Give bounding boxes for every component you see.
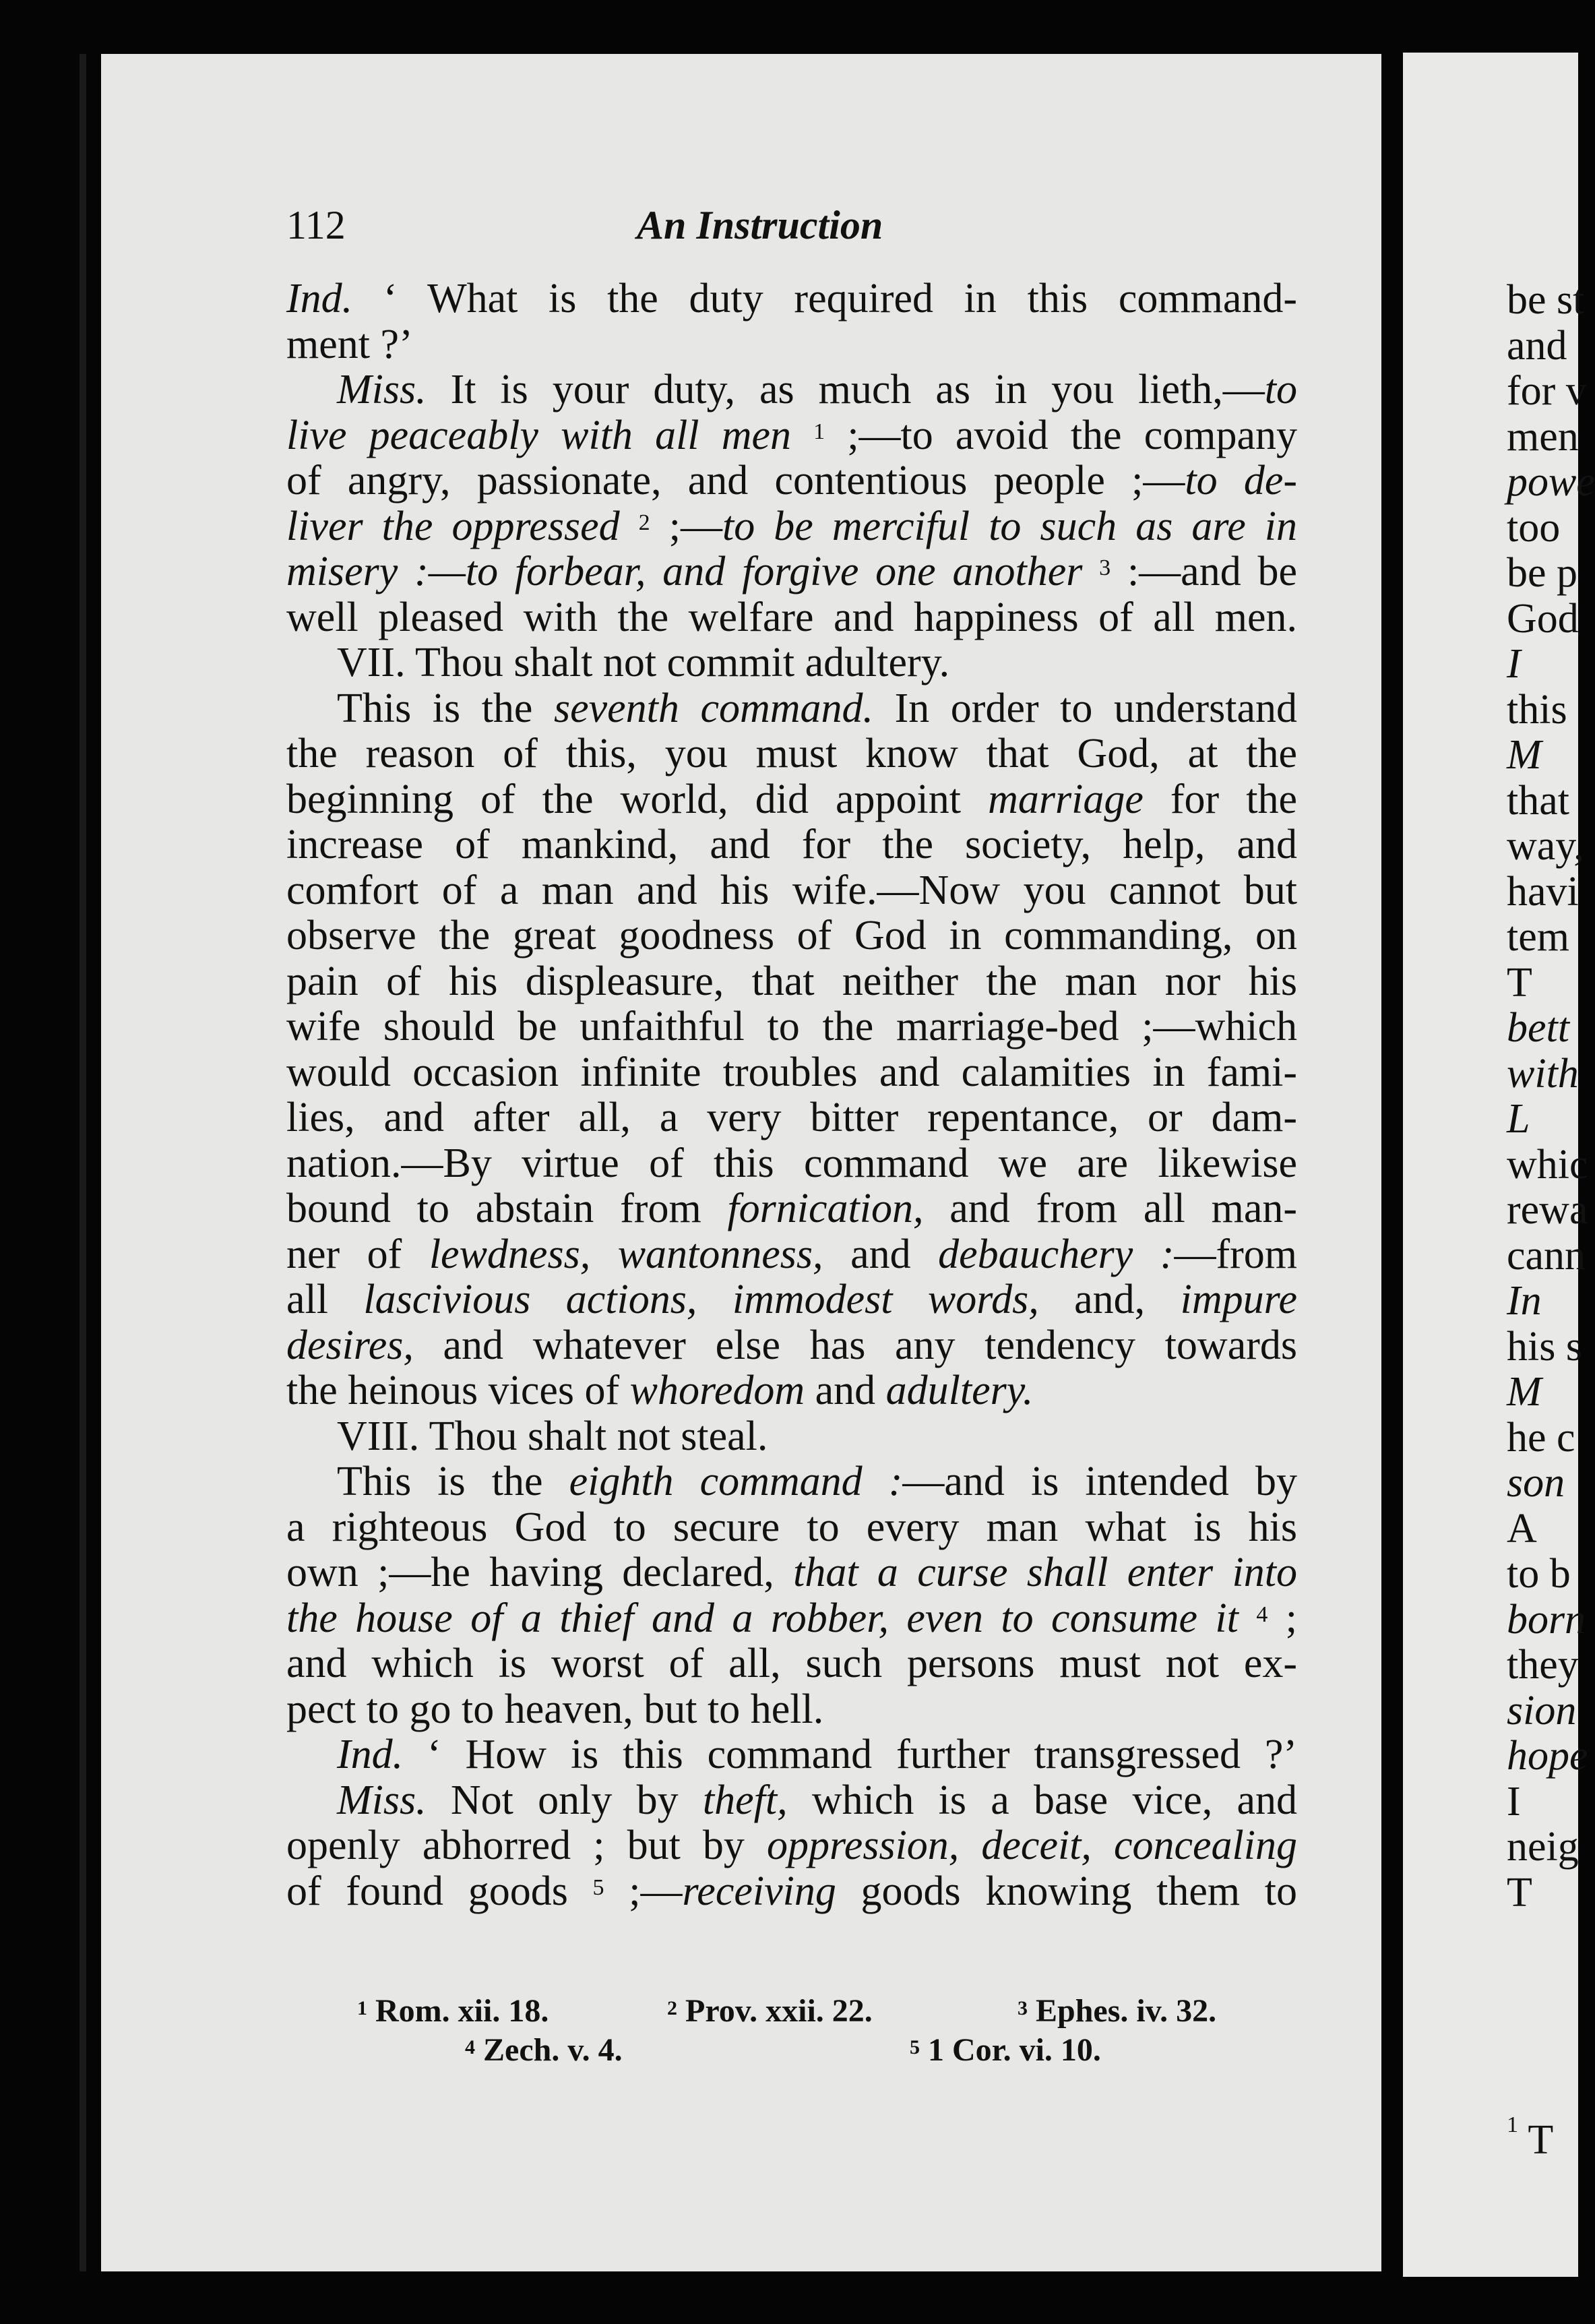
- text-line: ment ?’: [286, 321, 413, 367]
- adjacent-page-fragment: born: [1507, 1596, 1586, 1643]
- adjacent-page-fragment: be st: [1507, 277, 1585, 323]
- adjacent-page-fragment: rewa: [1507, 1187, 1588, 1233]
- adjacent-page-fragment: sion: [1507, 1687, 1577, 1734]
- adjacent-page-fragment: M: [1507, 1369, 1542, 1415]
- adjacent-page-fragment: that: [1507, 777, 1569, 824]
- adjacent-page-fragment: for v: [1507, 368, 1587, 414]
- adjacent-page-fragment: M: [1507, 732, 1542, 778]
- adjacent-page-fragment: God: [1507, 595, 1579, 642]
- text-line: bound to abstain from fornication, and from all man-: [286, 1186, 1297, 1231]
- text-line: misery :—to forbear, and forgive one another $^3$ :—and be: [286, 549, 1297, 594]
- text-line: of angry, passionate, and contentious people ;—to de-: [286, 458, 1297, 503]
- footnote-2: $^2$ Prov. xxii. 22.: [667, 1993, 873, 2029]
- adjacent-page-fragment: too: [1507, 504, 1561, 551]
- adjacent-page-fragment: they: [1507, 1642, 1579, 1688]
- adjacent-page-fragment: to b: [1507, 1551, 1571, 1597]
- body-text: [286, 276, 1297, 1914]
- adjacent-page-fragment: tem: [1507, 914, 1569, 960]
- text-line: would occasion infinite troubles and calamities in fami-: [286, 1049, 1297, 1095]
- text-line: Ind. ‘ What is the duty required in this command-: [286, 276, 1297, 322]
- adjacent-page-fragment: T: [1507, 959, 1532, 1006]
- text-line: VII. Thou shalt not commit adultery.: [337, 640, 950, 685]
- left-page-edge: [80, 54, 86, 2271]
- text-line: liver the oppressed $^2$ ;—to be merciful to such as are in: [286, 503, 1298, 549]
- adjacent-page-fragment: way,: [1507, 823, 1584, 869]
- text-line: a righteous God to secure to every man what is his: [286, 1504, 1297, 1550]
- adjacent-page-fragment: In: [1507, 1278, 1542, 1324]
- text-line: desires, and whatever else has any tendency towards: [286, 1322, 1297, 1368]
- text-line: pain of his displeasure, that neither the man nor his: [286, 958, 1297, 1004]
- text-line: of found goods $^5$ ;—receiving goods knowing them to: [286, 1868, 1297, 1914]
- adjacent-page-fragment: A: [1507, 1505, 1537, 1552]
- adjacent-page-fragment: whic: [1507, 1141, 1588, 1188]
- page-number: 112: [286, 203, 346, 247]
- adjacent-page-fragment: be p: [1507, 550, 1578, 596]
- page-header: [286, 202, 1297, 263]
- text-line: and which is worst of all, such persons must not ex-: [286, 1641, 1297, 1686]
- adjacent-page-fragment: neig: [1507, 1824, 1579, 1870]
- adjacent-page-fragment: havi: [1507, 868, 1579, 915]
- adjacent-page-fragment: bett: [1507, 1005, 1569, 1051]
- text-line: This is the seventh command. In order to understand: [337, 685, 1297, 731]
- text-line: lies, and after all, a very bitter repentance, or dam-: [286, 1095, 1297, 1140]
- footnote-1: $^1$ Rom. xii. 18.: [357, 1993, 549, 2029]
- adjacent-page-fragment: I: [1507, 1778, 1521, 1825]
- adjacent-page-fragment: and: [1507, 322, 1567, 369]
- text-line: the house of a thief and a robber, even to consume it $^4$ ;: [286, 1595, 1297, 1641]
- adjacent-page-fragment: $^1$ T: [1507, 2112, 1554, 2163]
- text-line: Miss. Not only by theft, which is a base vice, and: [337, 1777, 1297, 1823]
- text-line: Ind. ‘ How is this command further transgressed ?’: [337, 1732, 1297, 1777]
- text-line: openly abhorred ; but by oppression, deceit, concealing: [286, 1823, 1298, 1868]
- footnote-3: $^3$ Ephes. iv. 32.: [1018, 1993, 1217, 2029]
- text-line: VIII. Thou shalt not steal.: [337, 1413, 768, 1459]
- text-line: increase of mankind, and for the society, help, and: [286, 822, 1297, 867]
- text-line: Miss. It is your duty, as much as in you lieth,—to: [337, 367, 1297, 412]
- adjacent-page-fragment: I: [1507, 641, 1521, 687]
- adjacent-page-fragment: he c: [1507, 1414, 1575, 1461]
- adjacent-page-fragment: son: [1507, 1460, 1565, 1506]
- adjacent-page-fragment: his s: [1507, 1323, 1582, 1370]
- adjacent-page-fragment: men: [1507, 413, 1579, 460]
- text-line: pect to go to heaven, but to hell.: [286, 1686, 824, 1732]
- text-line: own ;—he having declared, that a curse shall enter into: [286, 1550, 1297, 1595]
- text-line: well pleased with the welfare and happiness of all men.: [286, 594, 1297, 640]
- text-line: This is the eighth command :—and is intended by: [337, 1459, 1297, 1504]
- text-line: wife should be unfaithful to the marriage-bed ;—which: [286, 1004, 1297, 1049]
- text-line: the heinous vices of whoredom and adultery.: [286, 1368, 1034, 1413]
- text-line: comfort of a man and his wife.—Now you cannot but: [286, 867, 1297, 913]
- text-line: beginning of the world, did appoint marriage for the: [286, 776, 1297, 822]
- footnote-4: $^4$ Zech. v. 4.: [465, 2032, 623, 2068]
- adjacent-page-fragment: powe: [1507, 459, 1595, 505]
- text-line: nation.—By virtue of this command we are likewise: [286, 1140, 1297, 1186]
- adjacent-page-fragment: T: [1507, 1869, 1532, 1916]
- text-line: all lascivious actions, immodest words, and, impure: [286, 1277, 1297, 1322]
- adjacent-page-fragment: with: [1507, 1050, 1579, 1097]
- adjacent-page-fragment: L: [1507, 1096, 1530, 1142]
- adjacent-page-fragment: cann: [1507, 1232, 1586, 1279]
- text-line: the reason of this, you must know that God, at the: [286, 731, 1297, 776]
- adjacent-page-fragment: hope: [1507, 1733, 1588, 1779]
- text-line: observe the great goodness of God in commanding, on: [286, 913, 1297, 958]
- footnote-5: $^5$ 1 Cor. vi. 10.: [910, 2032, 1101, 2068]
- text-line: live peaceably with all men $^1$ ;—to avoid the company: [286, 412, 1298, 458]
- adjacent-page-fragment: this: [1507, 686, 1567, 733]
- text-line: ner of lewdness, wantonness, and debauchery :—from: [286, 1231, 1297, 1277]
- running-title: An Instruction: [637, 203, 883, 247]
